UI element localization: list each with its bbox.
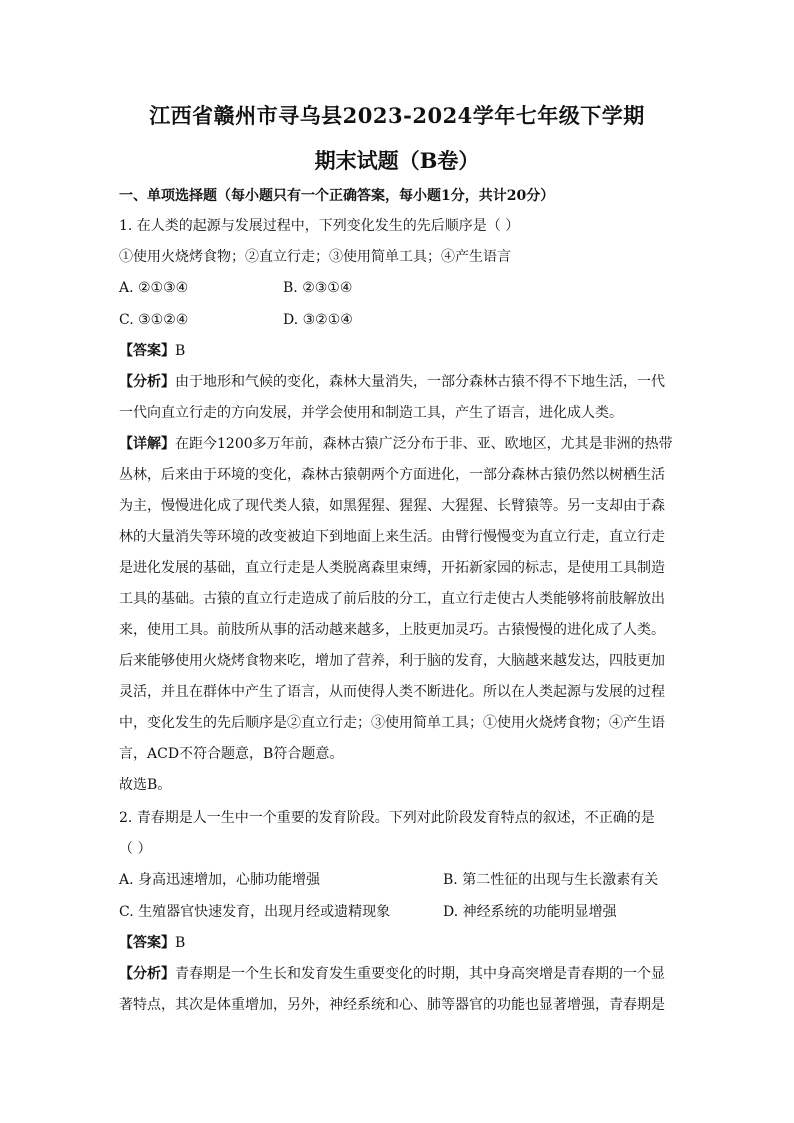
analysis-tag: 【分析】 — [119, 966, 175, 982]
question-2-option-c: C. 生殖器官快速发育，出现月经或遗精现象 — [119, 904, 391, 920]
question-2-answer — [119, 933, 679, 953]
question-1-detail-line: 灵活，并且在群体中产生了语言，从而使得人类不断进化。所以在人类起源与发展的过程 — [119, 684, 665, 700]
answer-tag: 【答案】 — [119, 343, 175, 359]
question-1-option-a: A. ②①③④ — [119, 280, 189, 296]
question-1-option-d: D. ③②①④ — [283, 312, 353, 328]
analysis-text: 由于地形和气候的变化，森林大量消失，一部分森林古猿不得不下地生活，一代 — [175, 374, 665, 390]
question-1-detail-line: 林的大量消失等环境的改变被迫下到地面上来生活。由臂行慢慢变为直立行走，直立行走 — [119, 529, 665, 545]
question-1-option-b: B. ②③①④ — [283, 280, 353, 296]
question-1-analysis-line — [119, 372, 679, 392]
question-1-detail-line: 丛林，后来由于环境的变化，森林古猿朝两个方面进化，一部分森林古猿仍然以树栖生活 — [119, 467, 665, 483]
question-1-detail-line: 后来能够使用火烧烤食物来吃，增加了营养，利于脑的发育，大脑越来越发达，四肢更加 — [119, 653, 665, 669]
question-1-conclusion: 故选B。 — [119, 777, 172, 793]
detail-tag: 【详解】 — [119, 436, 175, 452]
question-1-detail-line: 中，变化发生的先后顺序是②直立行走；③使用简单工具；①使用火烧烤食物；④产生语 — [119, 715, 665, 731]
question-1-option-c: C. ③①②④ — [119, 312, 189, 328]
question-2-analysis-line — [119, 964, 679, 984]
question-1-answer — [119, 341, 679, 361]
question-2-option-b: B. 第二性征的出现与生长激素有关 — [443, 872, 659, 888]
question-1-detail-line: 来，使用工具。前肢所从事的活动越来越多，上肢更加灵巧。古猿慢慢的进化成了人类。 — [119, 622, 665, 638]
document-title: 江西省赣州市寻乌县2023-2024学年七年级下学期 — [149, 103, 645, 128]
answer-tag: 【答案】 — [119, 935, 175, 951]
question-2-stem-bracket: （ ） — [119, 841, 152, 857]
question-1-detail-line: 是进化发展的基础，直立行走是人类脱离森里束缚，开拓新家园的标志，是使用工具制造 — [119, 560, 665, 576]
analysis-tag: 【分析】 — [119, 374, 175, 390]
detail-text: 在距今1200多万年前，森林古猿广泛分布于非、亚、欧地区，尤其是非洲的热带 — [175, 436, 673, 452]
question-2-stem: 2. 青春期是人一生中一个重要的发育阶段。下列对此阶段发育特点的叙述，不正确的是 — [119, 810, 655, 826]
answer-value: B — [175, 343, 186, 359]
question-2-option-a: A. 身高迅速增加，心肺功能增强 — [119, 872, 321, 888]
question-1-stem: 1. 在人类的起源与发展过程中，下列变化发生的先后顺序是（ ） — [119, 218, 520, 234]
document-subtitle: 期末试题（B卷） — [314, 148, 480, 173]
analysis-text: 青春期是一个生长和发育发生重要变化的时期，其中身高突增是青春期的一个显 — [175, 966, 665, 982]
answer-value: B — [175, 935, 186, 951]
question-1-detail-line: 为主，慢慢进化成了现代类人猿，如黑猩猩、猩猩、大猩猩、长臂猿等。另一支却由于森 — [119, 498, 665, 514]
question-1-detail-line — [119, 434, 679, 454]
question-1-detail-line: 工具的基础。古猿的直立行走造成了前后肢的分工，直立行走使古人类能够将前肢解放出 — [119, 591, 665, 607]
question-2-analysis-line: 著特点，其次是体重增加，另外，神经系统和心、肺等器官的功能也显著增强，青春期是 — [119, 997, 665, 1013]
question-1-detail-line: 言，ACD不符合题意，B符合题意。 — [119, 746, 344, 762]
question-1-analysis-line: 一代向直立行走的方向发展，并学会使用和制造工具，产生了语言，进化成人类。 — [119, 405, 623, 421]
section-heading: 一、单项选择题（每小题只有一个正确答案，每小题1分，共计20分） — [119, 188, 555, 204]
question-1-items: ①使用火烧烤食物；②直立行走；③使用简单工具；④产生语言 — [119, 249, 511, 265]
question-2-option-d: D. 神经系统的功能明显增强 — [443, 904, 617, 920]
